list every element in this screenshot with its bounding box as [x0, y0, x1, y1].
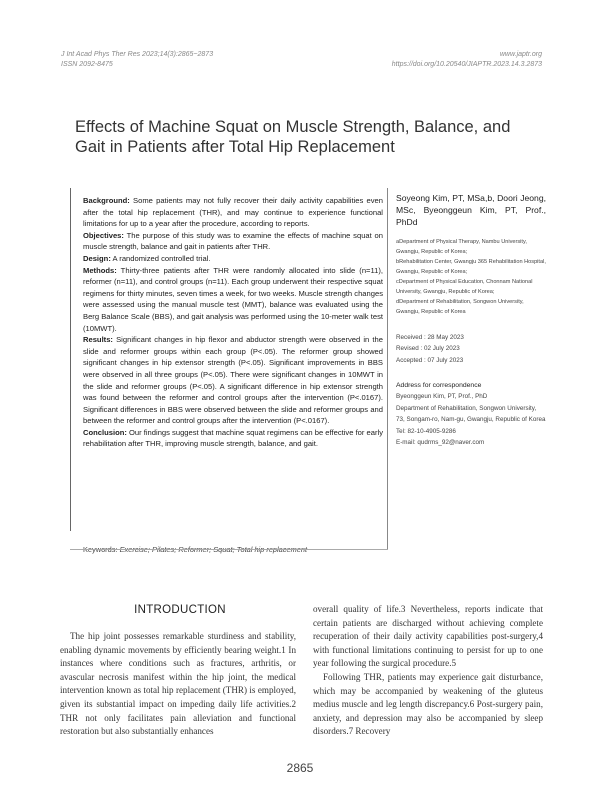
background-text: Some patients may not fully recover their daily activity capabilities even after the total hip replacement (THR), and may continue to experience functional limitations for up to a year after the procedure, according to reports. — [83, 196, 383, 229]
correspondence-block — [396, 391, 546, 448]
abstract-divider — [70, 549, 388, 550]
affiliations — [396, 237, 546, 317]
correspondence-name: Byeonggeun Kim, PT, Prof., PhD — [396, 393, 488, 401]
journal-url[interactable]: www.japtr.org — [499, 51, 542, 58]
results-label: Results: — [83, 335, 113, 345]
abstract-objectives — [83, 230, 383, 253]
intro-paragraph: Following THR, patients may experience gait disturbance, which may be accompanied by weakening of the gluteus medius muscle and leg length discrepancy.6 Post-surgery pain, anxiety, and depression may also be accompanied by sleep disorders.7 Recovery — [313, 671, 543, 737]
methods-label: Methods: — [83, 265, 117, 275]
intro-left-column — [60, 630, 296, 739]
revised-date: Revised : 02 July 2023 — [396, 345, 460, 353]
journal-header — [61, 50, 213, 70]
received-date: Received : 28 May 2023 — [396, 333, 464, 341]
results-text: Significant changes in hip flexor and abductor strength were observed in the slide and reformer groups within each group (P<.05). The reformer group showed significant changes in hip extensor strength (P<.05). Significant improvements in BBS were observed in all three groups (P<.05). There were significant changes in 10MWT in the slide and reformer groups (P<.05). A significant difference in hip extensor strength was found between the reformer and control groups after the intervention (P<.0167). Significant differences in BBS were observed between the slide and reformer groups and between the reformer and control groups after the intervention (P<.0167). — [83, 335, 383, 426]
conclusion-label: Conclusion: — [83, 427, 127, 437]
background-label: Background: — [83, 196, 130, 205]
abstract-methods — [83, 265, 383, 335]
affiliation-item: cDepartment of Physical Education, Chonnam National University, Gwangju, Republic of Korea; — [396, 278, 533, 295]
author-info-column — [396, 192, 546, 448]
abstract-background — [83, 195, 383, 230]
correspondence-address: Department of Rehabilitation, Songwon University, 73, Songam-ro, Nam-gu, Gwangju, Republic of Korea — [396, 404, 546, 424]
intro-paragraph: The hip joint possesses remarkable sturdiness and stability, enabling dynamic movements by efficiently bearing weight.1 In instances where conditions such as fractures, arthritis, or avascular necrosis manifest within the hip joint, the medical intervention known as total hip replacement (THR) is employed, given its substantial impact on impeding daily life activities.2 THR not only facilitates pain alleviation and functional restoration but also substantially enhances — [60, 631, 296, 737]
accepted-date: Accepted : 07 July 2023 — [396, 356, 464, 364]
journal-citation: J Int Acad Phys Ther Res 2023;14(3):2865~2873 — [61, 51, 214, 58]
objectives-label: Objectives: — [83, 230, 124, 240]
abstract-conclusion — [83, 427, 383, 450]
intro-paragraph: overall quality of life.3 Nevertheless, reports indicate that certain patients are discharged without achieving complete recuperation of their daily activity capabilities post-surgery,4 with functional limitations continuing to persist for up to one year following the surgical procedure.5 — [313, 604, 543, 669]
abstract-box — [70, 188, 388, 531]
abstract-results — [83, 334, 383, 427]
doi-link[interactable]: https://doi.org/10.20540/JIAPTR.2023.14.3.2873 — [391, 61, 542, 68]
objectives-text: The purpose of this study was to examine the effects of machine squat on muscle strength, balance and gait in patients after THR. — [83, 230, 383, 252]
article-dates — [396, 332, 546, 367]
introduction-heading: INTRODUCTION — [134, 604, 226, 616]
page-number: 2865 — [286, 761, 314, 775]
design-text: A randomized controlled trial. — [110, 253, 211, 263]
journal-links — [392, 50, 542, 70]
correspondence-heading: Address for correspondence — [396, 382, 482, 390]
issn: ISSN 2092-8475 — [61, 61, 113, 68]
intro-right-column — [313, 603, 543, 739]
column-divider — [387, 188, 388, 550]
article-title: Effects of Machine Squat on Muscle Strength, Balance, and Gait in Patients after Total Hip Replacement — [75, 118, 511, 156]
conclusion-text: Our findings suggest that machine squat regimens can be effective for early rehabilitation after THR, improving muscle strength, balance, and gait. — [83, 427, 383, 449]
design-label: Design: — [83, 253, 111, 263]
abstract-design — [83, 253, 383, 265]
abstract-body — [83, 195, 383, 450]
correspondence-email[interactable]: E-mail: qudrms_92@naver.com — [396, 439, 485, 447]
affiliation-item: aDepartment of Physical Therapy, Nambu University, Gwangju, Republic of Korea; — [396, 238, 527, 255]
affiliation-item: bRehabilitation Center, Gwangju 365 Rehabilitation Hospital, Gwangju, Republic of Korea; — [396, 258, 546, 275]
author-list: Soyeong Kim, PT, MSa,b, Doori Jeong, MSc, Byeonggeun Kim, PT, Prof., PhDd — [396, 193, 546, 228]
affiliation-item: dDepartment of Rehabilitation, Songwon University, Gwangju, Republic of Korea — [396, 298, 524, 315]
correspondence-tel: Tel: 82-10-4905-9286 — [396, 427, 456, 435]
methods-text: Thirty-three patients after THR were randomly allocated into slide (n=11), reformer (n=11), and control groups (n=11). Each group underwent their respective squat regimens for thirty minutes, seven times a week, for two weeks. Muscle strength changes were assessed using the manual muscle test (MMT), balance was evaluated using the Berg Balance Scale (BBS), and gait analysis was performed using the 10-meter walk test (10MWT). — [83, 265, 383, 333]
